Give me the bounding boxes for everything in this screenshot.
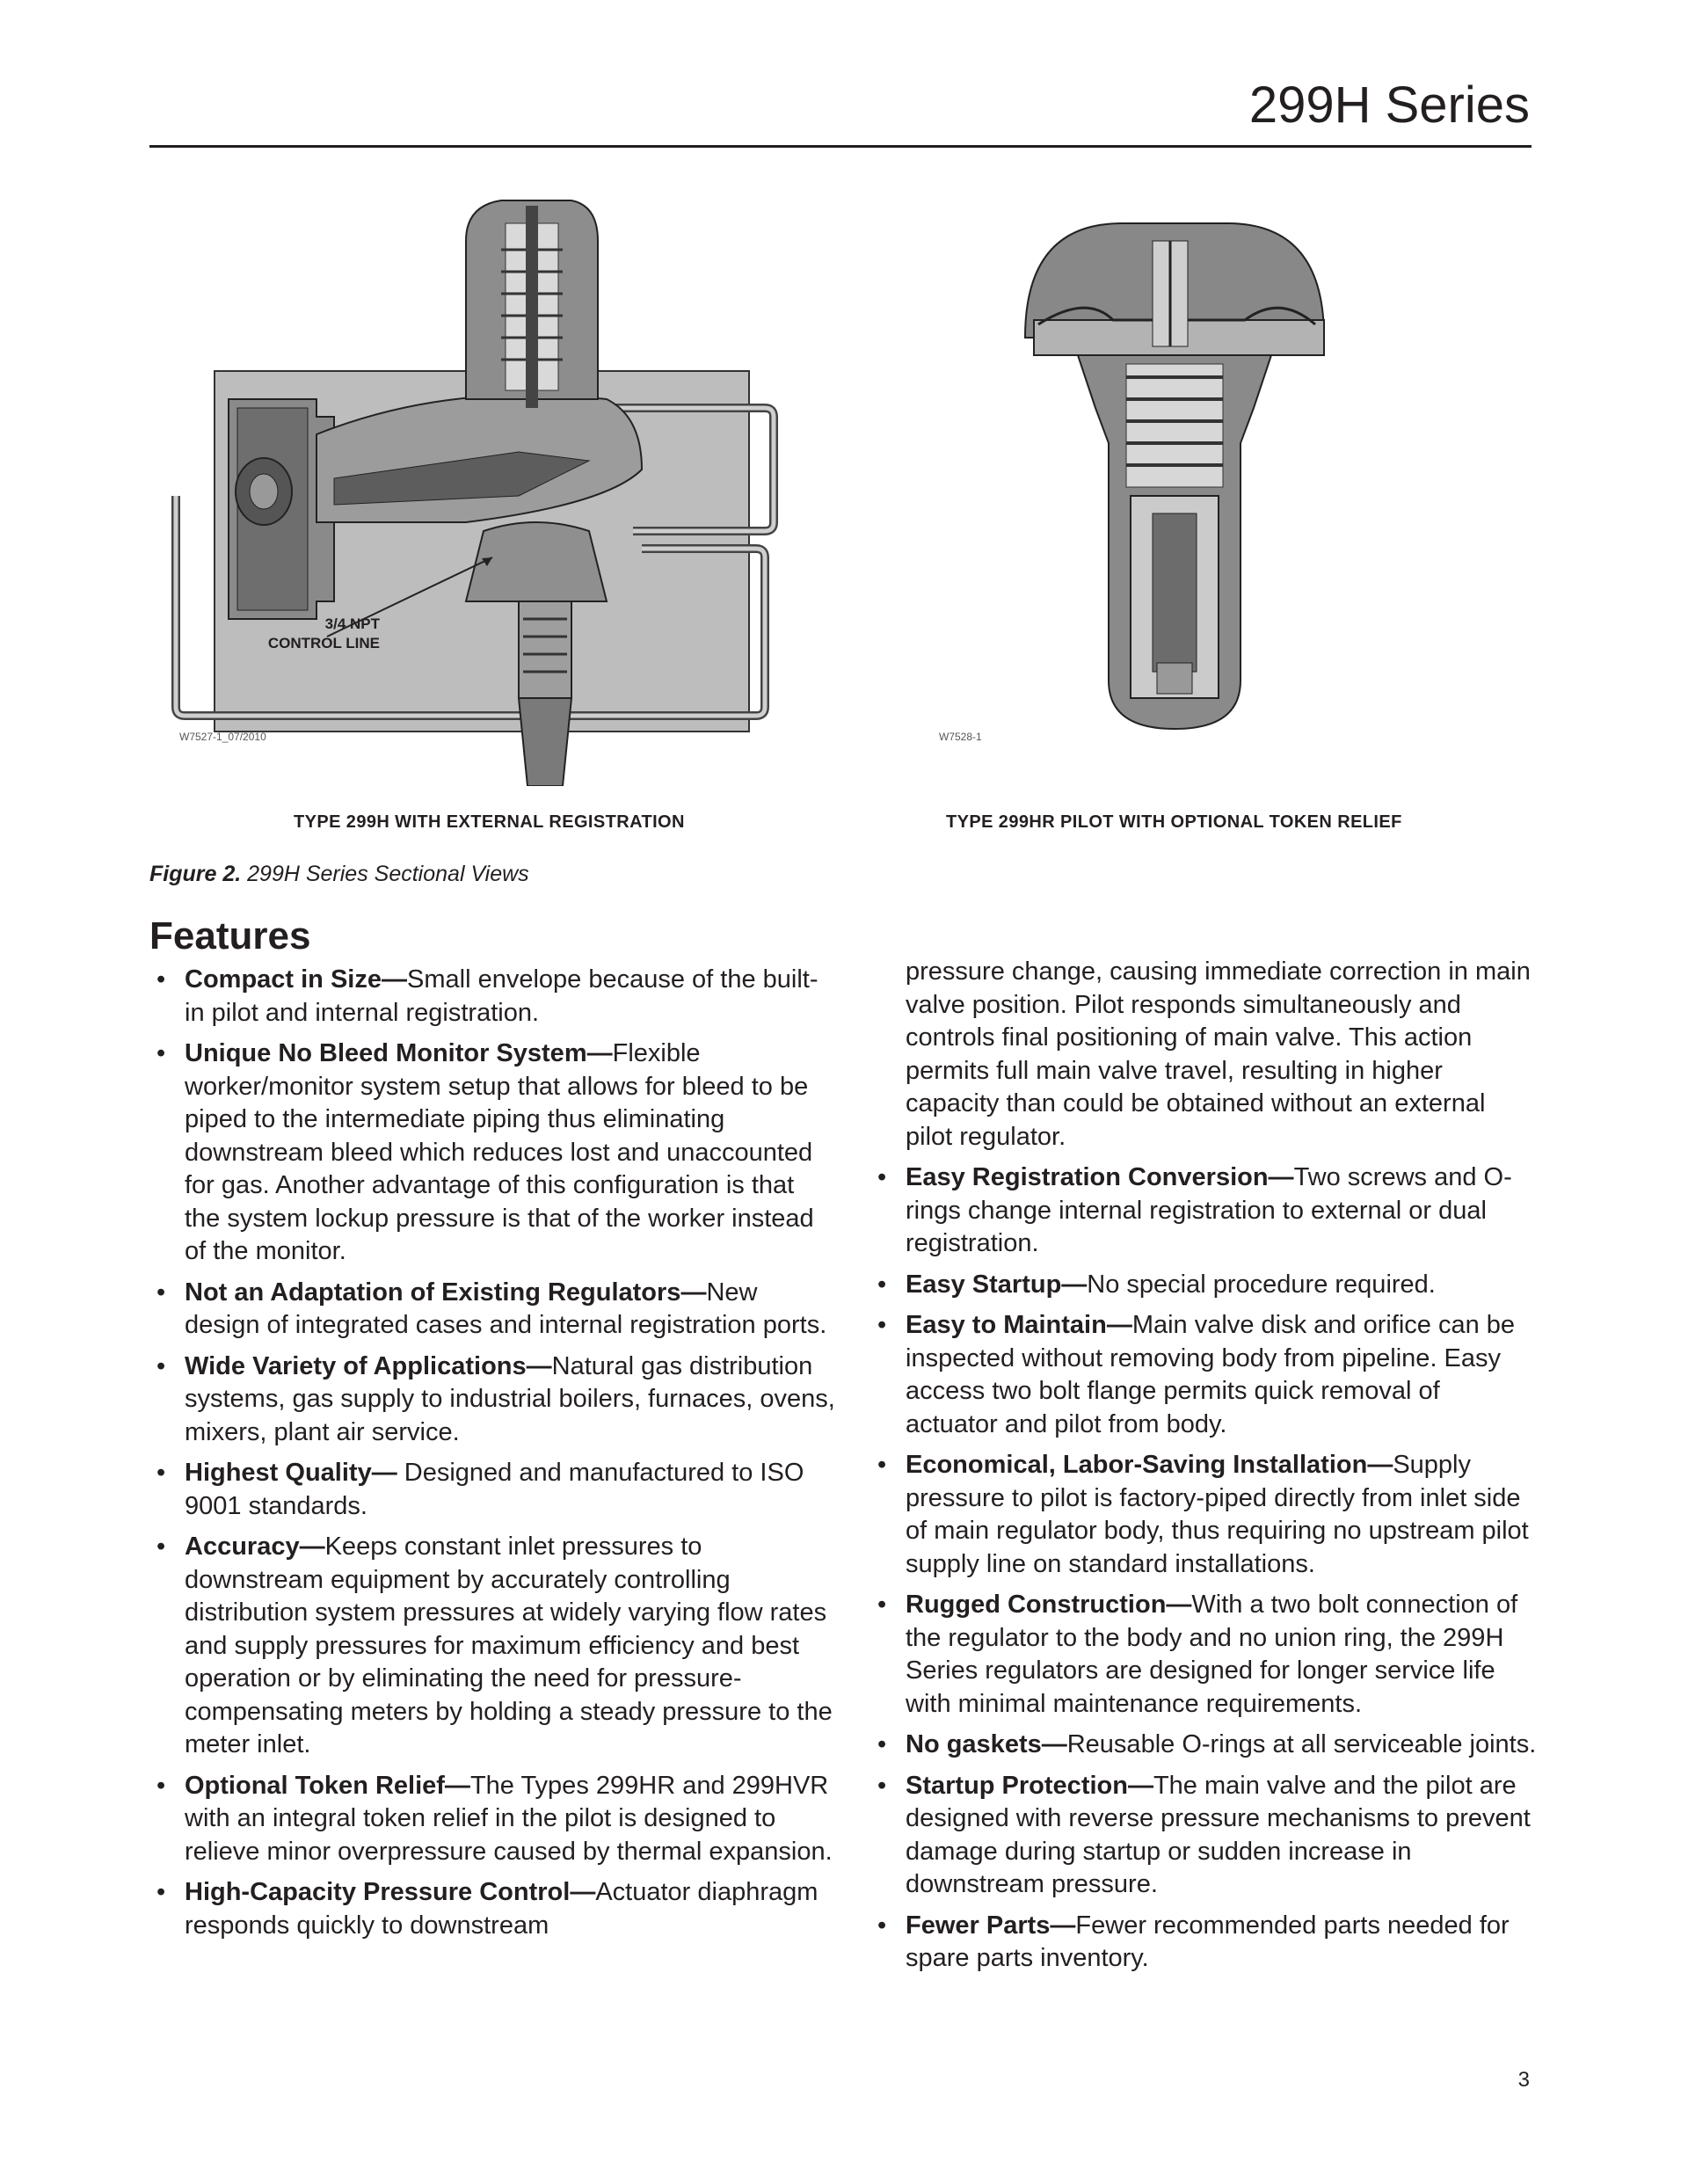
page-number: 3 (1517, 2068, 1530, 2092)
feature-text: Designed and manufactured to ISO 9001 standards. (185, 1459, 804, 1520)
bullet-glyph: • (156, 1459, 166, 1487)
feature-lead: Easy Registration Conversion— (906, 1163, 1294, 1191)
features-left-column (149, 964, 835, 1950)
feature-lead: High-Capacity Pressure Control— (185, 1878, 596, 1906)
feature-item (870, 1309, 1537, 1441)
feature-lead: Accuracy— (185, 1532, 325, 1561)
header-rule (149, 145, 1532, 148)
bullet-glyph: • (877, 1591, 887, 1619)
figure-299hr-pilot-view (937, 188, 1394, 786)
feature-text: Actuator diaphragm responds quickly to downstream (185, 1878, 819, 1940)
bullet-glyph: • (156, 965, 166, 994)
left-drawing-id: W7527-1_07/2010 (179, 731, 266, 743)
feature-item (149, 1350, 835, 1450)
bullet-glyph: • (156, 1532, 166, 1561)
bullet-glyph: • (156, 1278, 166, 1307)
feature-item (149, 1876, 835, 1942)
bullet-glyph: • (877, 1163, 887, 1191)
callout-npt-size: 3/4 NPT (324, 615, 380, 632)
right-drawing-id: W7528-1 (939, 731, 982, 743)
feature-lead: Easy to Maintain— (906, 1311, 1132, 1339)
feature-item (870, 1449, 1537, 1581)
feature-text: No special procedure required. (1087, 1270, 1436, 1299)
bullet-glyph: • (156, 1878, 166, 1906)
feature-item (149, 1531, 835, 1762)
feature-text: New design of integrated cases and internal registration ports. (185, 1278, 827, 1339)
feature-item (149, 1037, 835, 1269)
feature-text: With a two bolt connection of the regulator to the body and no union ring, the 299H Series regulators are designed for longer service life with minimal maintenance requirements. (906, 1591, 1518, 1718)
feature-item (870, 1269, 1537, 1302)
feature-item (149, 1457, 835, 1523)
feature-lead: Unique No Bleed Monitor System— (185, 1039, 613, 1067)
figure-caption-text: 299H Series Sectional Views (241, 862, 529, 886)
feature-item (149, 964, 835, 1030)
bullet-glyph: • (156, 1771, 166, 1800)
figure-caption (149, 862, 529, 887)
feature-lead: Economical, Labor-Saving Installation— (906, 1451, 1393, 1479)
feature-text: Main valve disk and orifice can be inspected without removing body from pipeline. Easy access two bolt flange permits quick removal of actuator and pilot from body. (906, 1311, 1516, 1438)
bullet-glyph: • (877, 1911, 887, 1940)
feature-lead: Compact in Size— (185, 965, 407, 994)
bullet-glyph: • (156, 1351, 166, 1380)
feature-text: The Types 299HR and 299HVR with an integral token relief in the pilot is designed to relieve minor overpressure caused by thermal expansion. (185, 1771, 833, 1866)
feature-item (149, 1277, 835, 1343)
feature-lead: No gaskets— (906, 1730, 1067, 1758)
feature-item (149, 1770, 835, 1869)
bullet-glyph: • (156, 1039, 166, 1067)
bullet-glyph: • (877, 1311, 887, 1339)
feature-lead: Easy Startup— (906, 1270, 1088, 1299)
left-panel-caption: TYPE 299H WITH EXTERNAL REGISTRATION (294, 812, 685, 832)
feature-text: Reusable O-rings at all serviceable joints. (1066, 1730, 1537, 1758)
bullet-glyph: • (877, 1771, 887, 1800)
feature-text: Two screws and O-rings change internal registration to external or dual registration. (906, 1163, 1512, 1257)
feature-item (870, 1770, 1537, 1902)
feature-lead: Highest Quality— (185, 1459, 397, 1487)
control-line-callout (185, 615, 380, 653)
feature-lead: Rugged Construction— (906, 1591, 1192, 1619)
page-header-title: 299H Series (1248, 76, 1530, 134)
feature-text: Small envelope because of the built-in pilot and internal registration. (185, 965, 819, 1027)
figure-299h-sectional-view (149, 188, 811, 786)
feature-text: Supply pressure to pilot is factory-piped directly from inlet side of main regulator body, thus requiring no upstream pilot supply line on standard installations. (906, 1451, 1529, 1578)
bullet-glyph: • (877, 1270, 887, 1299)
feature-text: The main valve and the pilot are designed with reverse pressure mechanisms to prevent damage during startup or sudden increase in downstream pressure. (906, 1771, 1531, 1898)
right-panel-caption: TYPE 299HR PILOT WITH OPTIONAL TOKEN RELIEF (946, 812, 1402, 832)
bullet-glyph: • (877, 1730, 887, 1758)
feature-lead: Startup Protection— (906, 1771, 1153, 1800)
feature-text: Natural gas distribution systems, gas supply to industrial boilers, furnaces, ovens, mixers, plant air service. (185, 1351, 835, 1446)
regulator-drawing (149, 188, 811, 786)
bullet-glyph: • (877, 1451, 887, 1479)
feature-text: Flexible worker/monitor system setup that allows for bleed to be piped to the intermediate piping thus eliminating downstream bleed which reduces lost and unaccounted for gas. Another advantage of this configuration is that the system lockup pressure is that of the worker instead of the monitor. (185, 1039, 814, 1265)
features-heading: Features (149, 914, 311, 957)
feature-lead: Fewer Parts— (906, 1911, 1076, 1940)
feature-item (870, 1910, 1537, 1976)
callout-control-line: CONTROL LINE (267, 635, 380, 652)
feature-lead: Optional Token Relief— (185, 1771, 470, 1800)
feature-lead: Not an Adaptation of Existing Regulators— (185, 1278, 707, 1307)
feature-text: Fewer recommended parts needed for spare parts inventory. (906, 1911, 1510, 1972)
feature-lead: Wide Variety of Applications— (185, 1351, 552, 1380)
figure-caption-label: Figure 2. (149, 862, 242, 886)
feature-item (870, 1729, 1537, 1762)
features-right-column (870, 956, 1537, 1984)
feature-item (870, 1589, 1537, 1721)
feature-continuation: pressure change, causing immediate correction in main valve position. Pilot responds simultaneously and controls final positioning of main valve. This action permits full main valve travel, resulting in higher capacity than could be obtained without an external pilot regulator. (906, 957, 1531, 1151)
pilot-drawing (937, 188, 1394, 786)
feature-text: Keeps constant inlet pressures to downstream equipment by accurately controlling distribution system pressures at widely varying flow rates and supply pressures for maximum efficiency and best operation or by eliminating the need for pressure-compensating meters by holding a steady pressure to the meter inlet. (185, 1532, 833, 1758)
feature-item (870, 1161, 1537, 1261)
